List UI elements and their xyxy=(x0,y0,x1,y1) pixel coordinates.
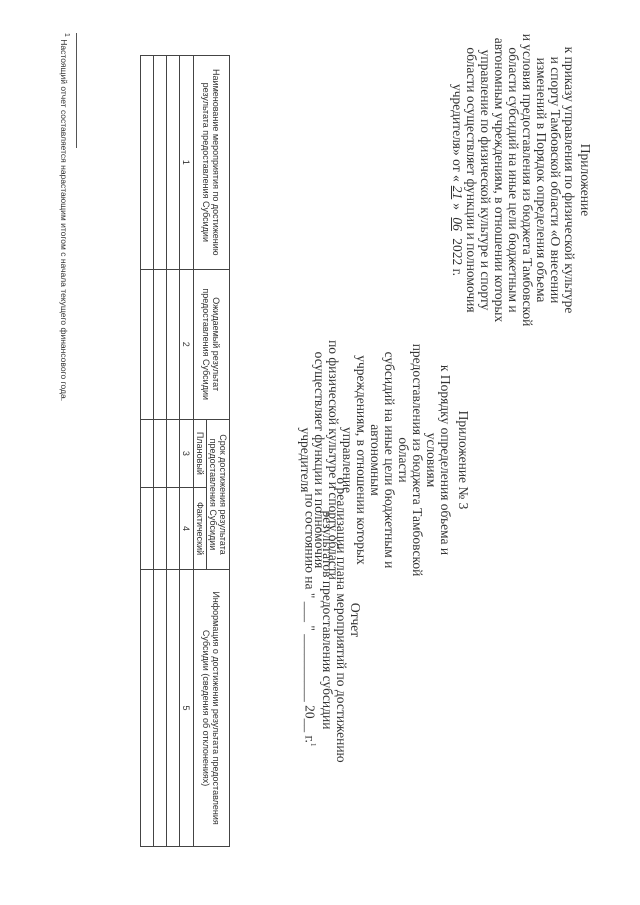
report-date-line: по состоянию на " ___ " __________ 20__ г. xyxy=(302,493,318,743)
table-cell xyxy=(141,269,154,419)
approval-block xyxy=(450,30,592,330)
annex-heading: Приложение № 3 xyxy=(456,410,471,510)
footnote-text: Настоящий отчет составляется нарастающим итогом с начала текущего финансового года. xyxy=(59,39,70,402)
table-cell xyxy=(141,56,154,270)
approval-date-sep: » xyxy=(450,203,465,210)
header-planned: Плановый xyxy=(194,419,207,487)
header-activity: Наименование мероприятия по достижению результата предоставления Субсидии xyxy=(194,56,230,270)
annex-line: к Порядку определения объема и условиям xyxy=(424,364,453,556)
table-row xyxy=(154,56,167,847)
footnote-mark: 1 xyxy=(63,33,70,37)
approval-line: и условия предоставления из бюджета Тамбовской xyxy=(520,33,535,327)
header-expected-result: Ожидаемый результат предоставления Субсидии xyxy=(194,269,230,419)
table-row xyxy=(167,56,180,847)
header-achievement-info: Информация о достижении результата предоставления Субсидии (сведения об отклонениях) xyxy=(194,570,230,847)
table-cell xyxy=(141,419,154,487)
col-number: 2 xyxy=(180,269,194,419)
report-title xyxy=(303,450,363,790)
table-cell xyxy=(154,570,167,847)
approval-line: области субсидий на иные цели бюджетным и xyxy=(506,47,521,313)
table-cell xyxy=(141,488,154,570)
table-cell xyxy=(167,570,180,847)
header-deadline: Срок достижения результата предоставления Субсидии xyxy=(207,419,230,569)
table-cell xyxy=(167,269,180,419)
footnote-ref: 1 xyxy=(309,742,317,747)
report-title-line2: о реализации плана мероприятий по достижению результатов предоставления субсидии xyxy=(320,477,349,763)
approval-date-year: 2022 г. xyxy=(450,238,465,277)
approval-date-day: 21 xyxy=(450,185,465,200)
report-table xyxy=(140,55,230,847)
report-title-line3 xyxy=(303,450,321,790)
approval-heading: Приложение xyxy=(578,143,593,217)
col-number: 5 xyxy=(180,570,194,847)
approval-line: управление по физической культуре и спорту xyxy=(478,49,493,311)
annex-line: осуществляет функции и полномочия учредителя xyxy=(298,351,327,569)
approval-date-month: 06 xyxy=(450,217,465,231)
col-number: 1 xyxy=(180,56,194,270)
table-header-row xyxy=(207,56,230,847)
footnote-divider xyxy=(76,33,77,148)
annex-line: учреждениям, в отношении которых управление xyxy=(340,355,369,565)
table-cell xyxy=(154,56,167,270)
annex-line: предоставления из бюджета Тамбовской области xyxy=(396,343,425,577)
approval-line: изменений в Порядок определения объема xyxy=(534,57,549,303)
table-number-row xyxy=(180,56,194,847)
table-cell xyxy=(167,419,180,487)
col-number: 4 xyxy=(180,488,194,570)
table-cell xyxy=(154,419,167,487)
approval-line: к приказу управления по физической культуре xyxy=(562,46,577,314)
approval-line: и спорту Тамбовской области «О внесении xyxy=(548,56,563,304)
col-number: 3 xyxy=(180,419,194,487)
table-row xyxy=(141,56,154,847)
table-cell xyxy=(167,56,180,270)
annex-line: субсидий на иные цели бюджетным и автономным xyxy=(368,351,397,569)
annex-line: по физической культуре и спорту области xyxy=(326,340,341,580)
table-cell xyxy=(141,570,154,847)
approval-date-prefix: учредителя» от « xyxy=(450,83,465,182)
report-title-line1: Отчет xyxy=(348,602,363,638)
table-cell xyxy=(154,269,167,419)
header-actual: Фактический xyxy=(194,488,207,570)
approval-line: области осуществляет функции и полномочия xyxy=(464,47,479,313)
approval-date-line xyxy=(450,30,464,330)
footnote xyxy=(59,33,70,401)
table-cell xyxy=(154,488,167,570)
table-cell xyxy=(167,488,180,570)
approval-line: автономным учреждениям, в отношении которых xyxy=(492,37,507,323)
